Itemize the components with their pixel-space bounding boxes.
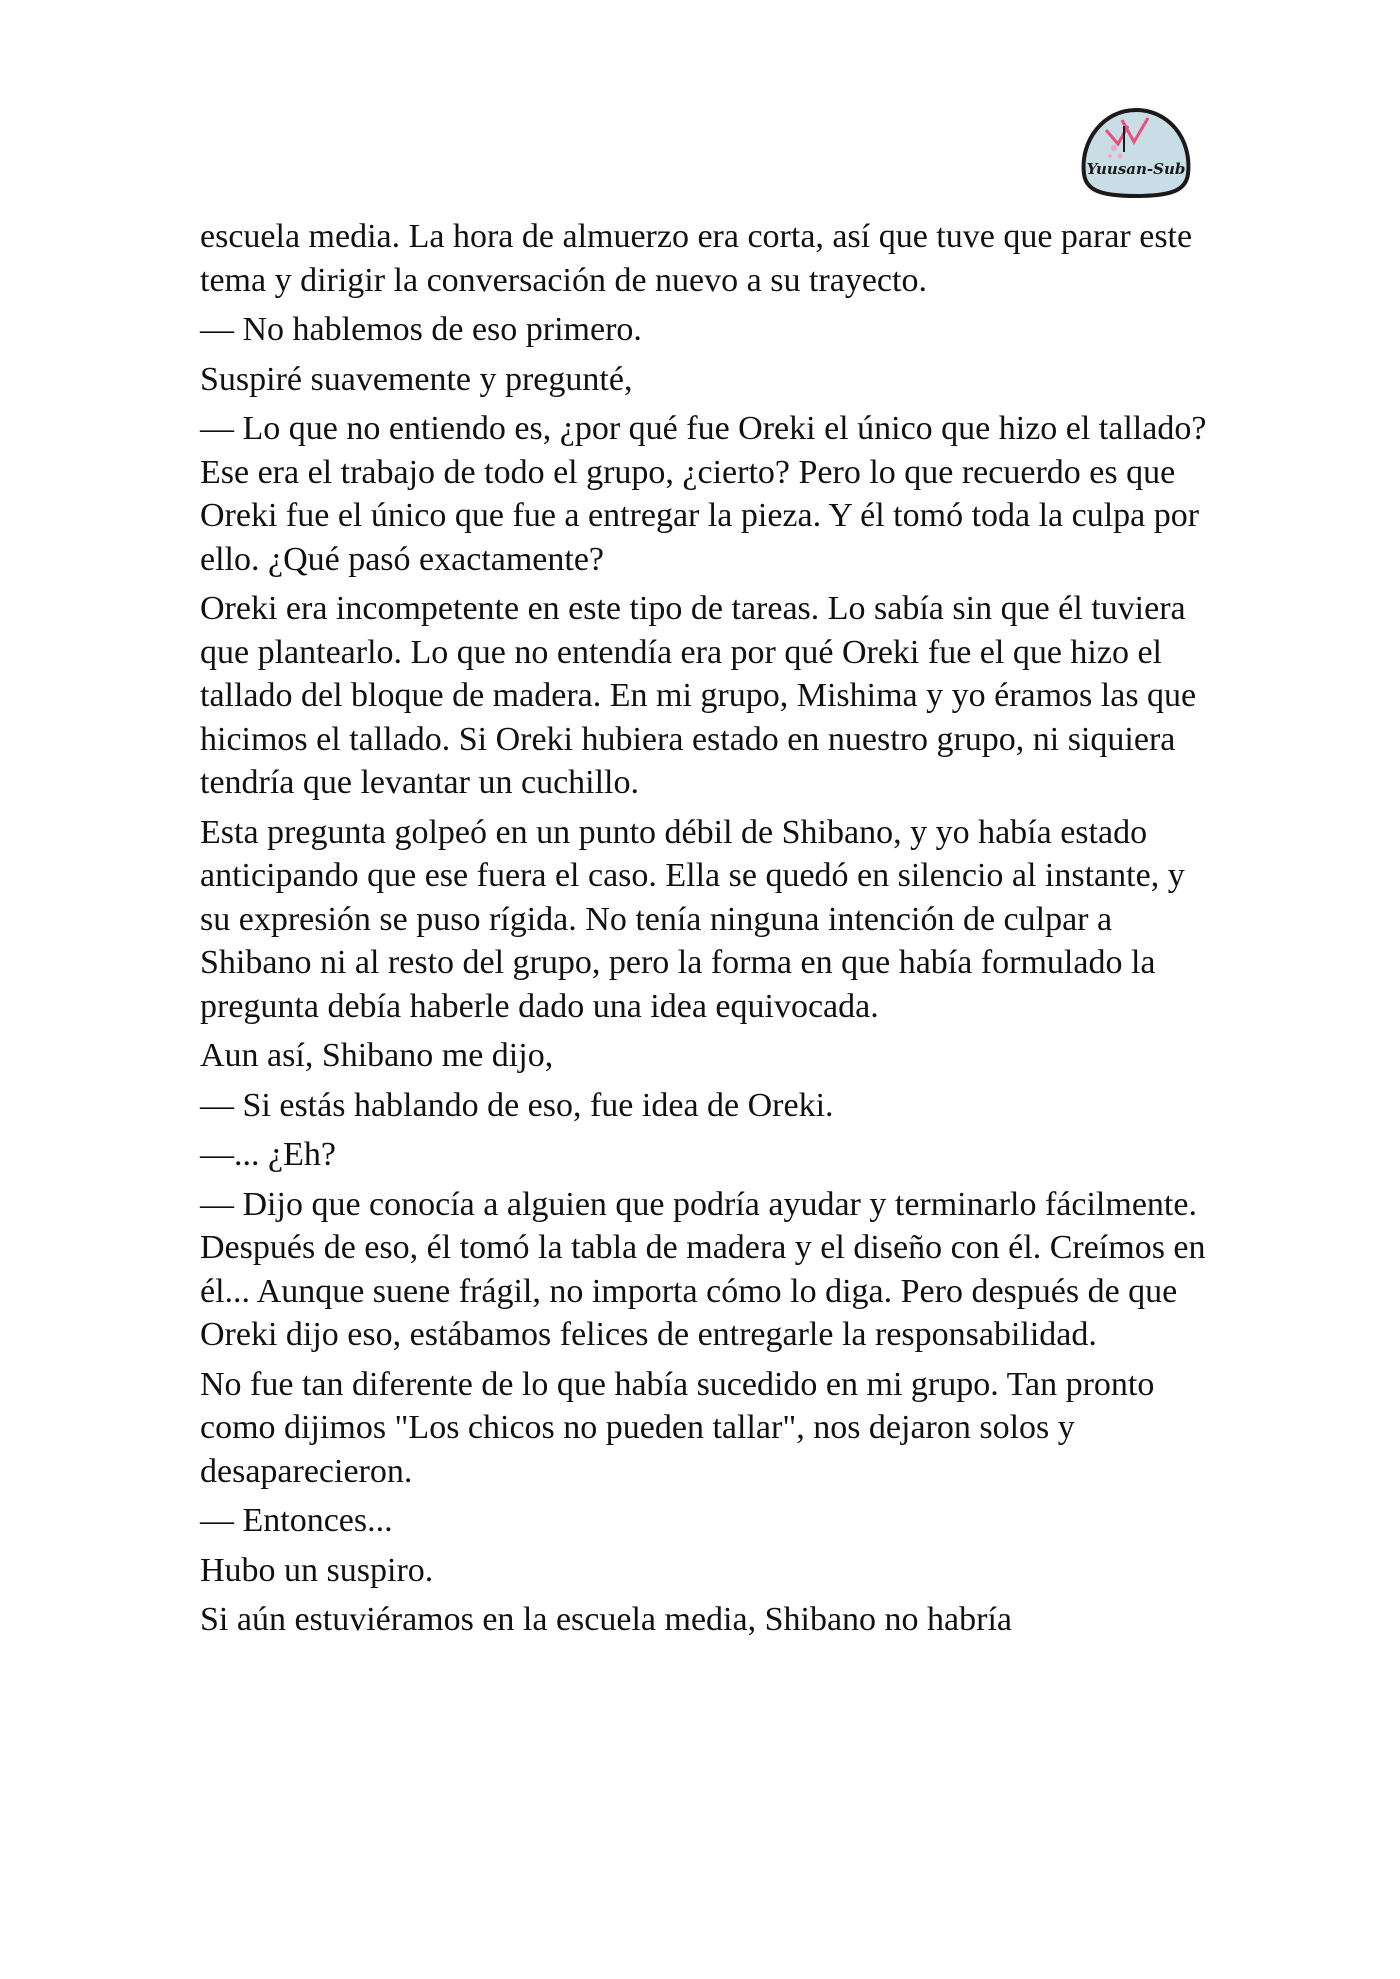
paragraph: No fue tan diferente de lo que había sucedido en mi grupo. Tan pronto como dijimos "Los chicos no pueden tallar", nos dejaron solos y desaparecieron. — [200, 1365, 1155, 1490]
paragraph: Suspiré suavemente y pregunté, — [200, 360, 633, 398]
dialogue-line: — Entonces... — [200, 1502, 393, 1539]
novel-page-text — [200, 215, 1210, 1648]
svg-text:Yuusan-Sub: Yuusan-Sub — [1086, 160, 1186, 178]
paragraph: Oreki era incompetente en este tipo de tareas. Lo sabía sin que él tuviera que plantearlo. Lo que no entendía era por qué Oreki fue el que hizo el tallado del bloque de madera. En mi grupo, Mishima y yo éramos las que hicimos el tallado. Si Oreki hubiera estado en nuestro grupo, ni siquiera tendría que levantar un cuchillo. — [200, 590, 1197, 801]
dialogue-line: —... ¿Eh? — [200, 1136, 336, 1173]
dialogue-line: — Dijo que conocía a alguien que podría ayudar y terminarlo fácilmente. Después de eso, él tomó la tabla de madera y el diseño con él. Creímos en él... Aunque suene frágil, no importa cómo lo diga. Pero después de que Oreki dijo eso, estábamos felices de entregarle la responsabilidad. — [200, 1185, 1206, 1353]
dialogue-line: — No hablemos de eso primero. — [200, 311, 642, 348]
paragraph: Hubo un suspiro. — [200, 1551, 434, 1589]
dialogue-line: — Lo que no entiendo es, ¿por qué fue Oreki el único que hizo el tallado? Ese era el trabajo de todo el grupo, ¿cierto? Pero lo que recuerdo es que Oreki fue el único que fue a entregar la pieza. Y él tomó toda la culpa por ello. ¿Qué pasó exactamente? — [200, 410, 1207, 578]
paragraph: escuela media. La hora de almuerzo era corta, así que tuve que parar este tema y dirigir la conversación de nuevo a su trayecto. — [200, 218, 1193, 299]
paragraph: Si aún estuviéramos en la escuela media, Shibano no habría — [200, 1601, 1012, 1638]
paragraph: Aun así, Shibano me dijo, — [200, 1037, 554, 1074]
dialogue-line: — Si estás hablando de eso, fue idea de Oreki. — [200, 1086, 834, 1124]
paragraph: Esta pregunta golpeó en un punto débil de Shibano, y yo había estado anticipando que ese fuera el caso. Ella se quedó en silencio al instante, y su expresión se puso rígida. No tenía ninguna intención de culpar a Shibano ni al resto del grupo, pero la forma en que había formulado la pregunta debía haberle dado una idea equivocada. — [200, 813, 1185, 1025]
yuusan-sub-logo-icon — [1076, 104, 1196, 200]
